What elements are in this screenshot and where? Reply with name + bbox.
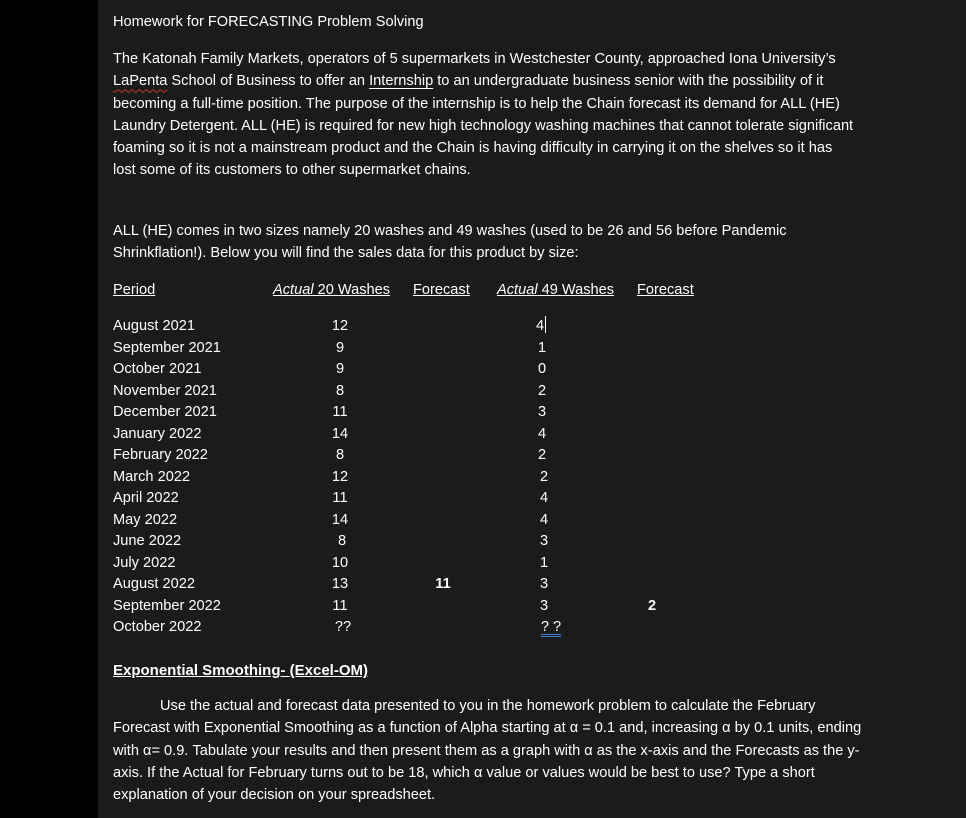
actual-20-cell: 13 [331, 576, 349, 592]
actual-49-value: 4 [535, 318, 545, 334]
actual-20-cell: 12 [331, 318, 349, 334]
document-heading: Homework for FORECASTING Problem Solving [113, 14, 424, 30]
table-row [113, 487, 863, 509]
text-cursor [545, 316, 546, 333]
actual-20-cell: ?? [334, 619, 352, 635]
period-cell: June 2022 [113, 533, 182, 549]
sizes-paragraph: ALL (HE) comes in two sizes namely 20 washes and 49 washes (used to be 26 and 56 before Pandemic Shrinkflation!). Below you will find the sales data for this product by size: [113, 223, 787, 262]
intro-text-3: to an undergraduate business senior with the possibility of it becoming a full-time position. The purpose of the internship is to help the Chain forecast its demand for ALL (HE) Laundry Detergent. ALL (HE) is required for new high technology washing machines that cannot tolerate significant foaming so it is not a mainstream product and the Chain is having difficulty in carrying it on the shelves so it has lost some of its customers to other supermarket chains. [113, 73, 854, 179]
period-cell: October 2022 [113, 619, 202, 635]
instructions-paragraph: Use the actual and forecast data presented to you in the homework problem to calculate the February Forecast with Exponential Smoothing as a function of Alpha starting at α = 0.1 and, increasing α by 0.1 units, ending with α= 0.9. Tabulate your results and then present them as a graph with α as the x-axis and the Forecasts as the y-axis. If the Actual for February turns out to be 18, which α value or values would be best to use? Type a short explanation of your decision on your spreadsheet. [113, 698, 862, 804]
actual-20-cell: 9 [335, 361, 345, 377]
period-cell: September 2021 [113, 339, 221, 356]
actual-20-cell: 12 [331, 468, 349, 485]
actual-20-cell: 14 [331, 511, 349, 528]
column-header-forecast-49: Forecast [637, 282, 694, 298]
table-row [113, 401, 863, 423]
actual-word-20: Actual [273, 282, 314, 298]
period-cell: November 2021 [113, 382, 217, 399]
document-page [98, 0, 966, 818]
actual-49-cell: 3 [539, 597, 549, 614]
actual-49-cell[interactable] [526, 315, 556, 337]
table-row [113, 444, 863, 466]
actual-20-cell: 10 [331, 554, 349, 571]
actual-49-cell: 3 [537, 404, 547, 420]
actual-49-cell: 2 [537, 447, 547, 463]
table-row [113, 337, 863, 359]
column-header-period: Period [113, 282, 156, 298]
period-cell: September 2022 [113, 597, 221, 614]
table-row [113, 315, 863, 337]
actual-49-cell: 2 [539, 468, 549, 485]
intro-text-2: School of Business to offer an [167, 73, 370, 90]
actual-20-cell: 11 [332, 490, 348, 506]
actual-49-cell: 0 [537, 361, 547, 377]
period-cell: March 2022 [113, 468, 191, 485]
actual-49-cell: 3 [539, 533, 549, 549]
period-cell: May 2022 [113, 511, 178, 528]
table-row [113, 358, 863, 380]
actual-49-cell: 1 [539, 554, 549, 571]
actual-20-cell: 8 [335, 447, 345, 463]
table-row [113, 423, 863, 445]
actual-49-cell: 4 [539, 511, 549, 528]
spelling-flag-lapenta[interactable]: LaPenta [113, 73, 168, 90]
actual-49-cell: 1 [537, 339, 547, 356]
actual-word-49: Actual [497, 282, 538, 298]
column-header-actual-20 [273, 279, 390, 301]
column-header-actual-49 [497, 279, 614, 301]
period-cell: April 2022 [113, 490, 179, 506]
period-cell: January 2022 [113, 425, 202, 442]
column-header-forecast-20: Forecast [413, 282, 470, 298]
table-row [113, 573, 863, 595]
actual-20-cell: 8 [335, 382, 345, 399]
intro-text-1: The Katonah Family Markets, operators of 5 supermarkets in Westchester County, approached Iona University’s [113, 51, 836, 67]
actual-20-cell: 11 [332, 597, 348, 614]
actual-49-cell[interactable]: ? ? [540, 619, 562, 635]
section-title: Exponential Smoothing- (Excel-OM) [113, 662, 369, 679]
period-cell: July 2022 [113, 554, 176, 571]
table-row [113, 616, 863, 638]
table-row [113, 530, 863, 552]
actual-20-cell: 8 [337, 533, 347, 549]
washes-20-label: 20 Washes [313, 282, 391, 298]
forecast-20-cell: 11 [435, 576, 451, 592]
intro-paragraph [113, 48, 858, 182]
actual-49-cell: 4 [537, 425, 547, 442]
actual-49-cell: 2 [537, 382, 547, 399]
table-row [113, 380, 863, 402]
period-cell: February 2022 [113, 447, 208, 463]
actual-20-cell: 11 [332, 404, 348, 420]
hyperlink-internship[interactable]: Internship [369, 73, 434, 90]
period-cell: December 2021 [113, 404, 217, 420]
table-row [113, 509, 863, 531]
actual-20-cell: 14 [331, 425, 349, 442]
actual-49-cell: 4 [539, 490, 549, 506]
table-row [113, 595, 863, 617]
forecast-49-cell: 2 [647, 597, 657, 614]
table-row [113, 466, 863, 488]
period-cell: August 2022 [113, 576, 195, 592]
period-cell: October 2021 [113, 361, 202, 377]
period-cell: August 2021 [113, 318, 195, 334]
table-row [113, 552, 863, 574]
actual-49-cell: 3 [539, 576, 549, 592]
actual-20-cell: 9 [335, 339, 345, 356]
washes-49-label: 49 Washes [537, 282, 615, 298]
